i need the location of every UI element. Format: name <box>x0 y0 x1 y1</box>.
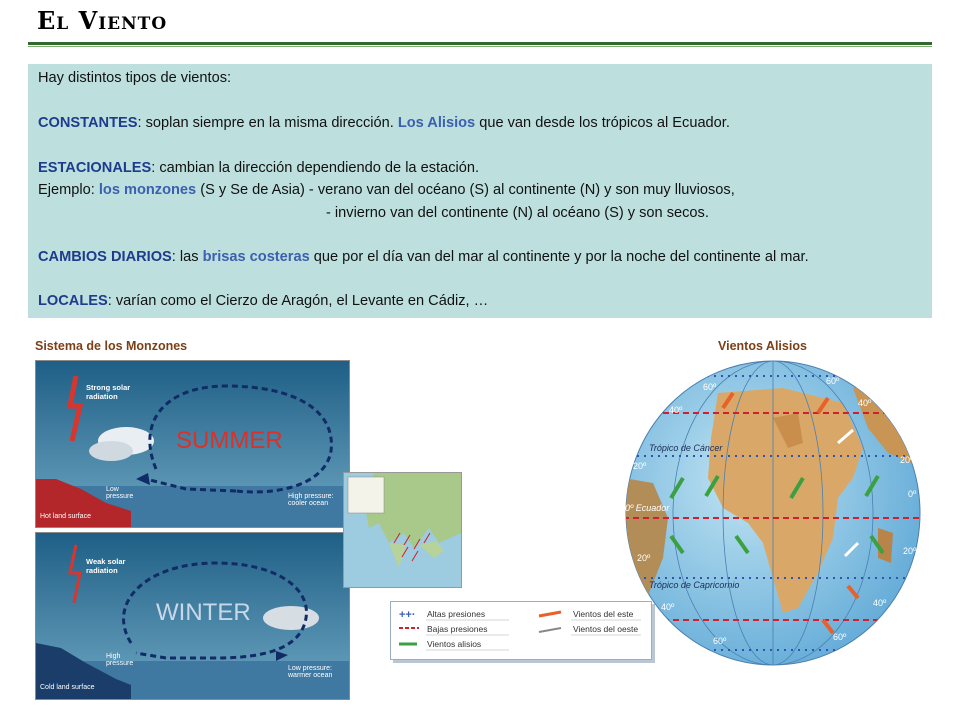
summer-season-label: SUMMER <box>176 427 283 454</box>
legend-bajas: Bajas presiones <box>427 624 488 634</box>
constantes-text: : soplan siempre en la misma dirección. <box>137 115 398 131</box>
equator-label: 0º Ecuador <box>625 503 670 513</box>
locales-label: LOCALES <box>38 293 108 309</box>
lat-20n-right: 20º <box>900 455 914 465</box>
constantes-paragraph <box>38 115 730 131</box>
winter-sun-label: Weak solar radiation <box>86 557 126 575</box>
lat-40n-right: 40º <box>858 398 872 408</box>
lat-40s-right: 40º <box>873 598 887 608</box>
winter-surface-label: Cold land surface <box>40 684 95 691</box>
estacionales-text: : cambian la dirección dependiendo de la estación. <box>151 160 480 176</box>
legend-altas: Altas presiones <box>427 609 486 619</box>
tropic-capricorn-label: Trópico de Capricornio <box>649 580 740 590</box>
example-line-1: (S y Se de Asia) - verano van del océano (S) al continente (N) y son muy lluviosos, <box>196 182 735 198</box>
title-rule <box>28 42 932 45</box>
legend-este: Vientos del este <box>573 609 634 619</box>
constantes-text-2: que van desde los trópicos al Ecuador. <box>475 115 730 131</box>
alisios-highlight: Los Alisios <box>397 115 476 131</box>
monsoon-caption: Sistema de los Monzones <box>35 339 188 353</box>
lat-60s-left: 60º <box>713 636 727 646</box>
cambios-text: : las <box>171 249 203 265</box>
summer-low-label: Low pressure <box>106 486 134 500</box>
trade-winds-globe <box>623 358 923 668</box>
winter-high-label: High pressure <box>106 653 134 667</box>
cambios-text-2: que por el día van del mar al continente y por la noche del continente al mar. <box>309 249 809 265</box>
constantes-label: CONSTANTES <box>38 115 138 131</box>
locales-paragraph <box>38 293 488 309</box>
cambios-paragraph <box>38 249 809 265</box>
legend-oeste: Vientos del oeste <box>573 624 639 634</box>
legend-alisios: Vientos alisios <box>427 639 482 649</box>
cambios-label: CAMBIOS DIARIOS <box>38 249 172 265</box>
estacionales-example <box>38 182 735 198</box>
summer-sun-label: Strong solar radiation <box>86 383 131 401</box>
summer-high-label: High pressure: cooler ocean <box>288 493 334 507</box>
monzones-highlight: los monzones <box>98 182 197 198</box>
page-title: El Viento <box>37 6 168 35</box>
lat-40s-left: 40º <box>661 602 675 612</box>
asia-monsoon-map <box>343 472 462 588</box>
summer-monsoon-diagram <box>35 360 350 528</box>
intro-text: Hay distintos tipos de vientos: <box>38 70 232 86</box>
lat-60n-left: 60º <box>703 382 717 392</box>
wind-types-box <box>28 64 932 318</box>
lat-60s-right: 60º <box>833 632 847 642</box>
winter-monsoon-diagram <box>35 532 350 700</box>
brisas-highlight: brisas costeras <box>202 249 310 265</box>
lat-0-right: 0º <box>908 489 917 499</box>
estacionales-paragraph <box>38 160 479 176</box>
example-line-2: - invierno van del continente (N) al océano (S) y son secos. <box>326 205 709 221</box>
globe-legend <box>390 601 652 660</box>
title-rule-thin <box>28 46 932 47</box>
lat-20n-left: 20º <box>633 461 647 471</box>
locales-text: : varían como el Cierzo de Aragón, el Levante en Cádiz, … <box>107 293 489 309</box>
winter-low-label: Low pressure: warmer ocean <box>288 665 333 679</box>
tropic-cancer-label: Trópico de Cáncer <box>649 443 723 453</box>
lat-20s-left: 20º <box>637 553 651 563</box>
lat-40n-left: 40º <box>669 405 683 415</box>
trade-winds-caption: Vientos Alisios <box>718 339 807 353</box>
example-prefix: Ejemplo: <box>38 182 99 198</box>
lat-20s-right: 20º <box>903 546 917 556</box>
lat-60n-right: 60º <box>826 376 840 386</box>
estacionales-label: ESTACIONALES <box>38 160 152 176</box>
svg-text:++·: ++· <box>399 609 416 621</box>
winter-season-label: WINTER <box>156 599 251 626</box>
summer-surface-label: Hot land surface <box>40 513 91 520</box>
